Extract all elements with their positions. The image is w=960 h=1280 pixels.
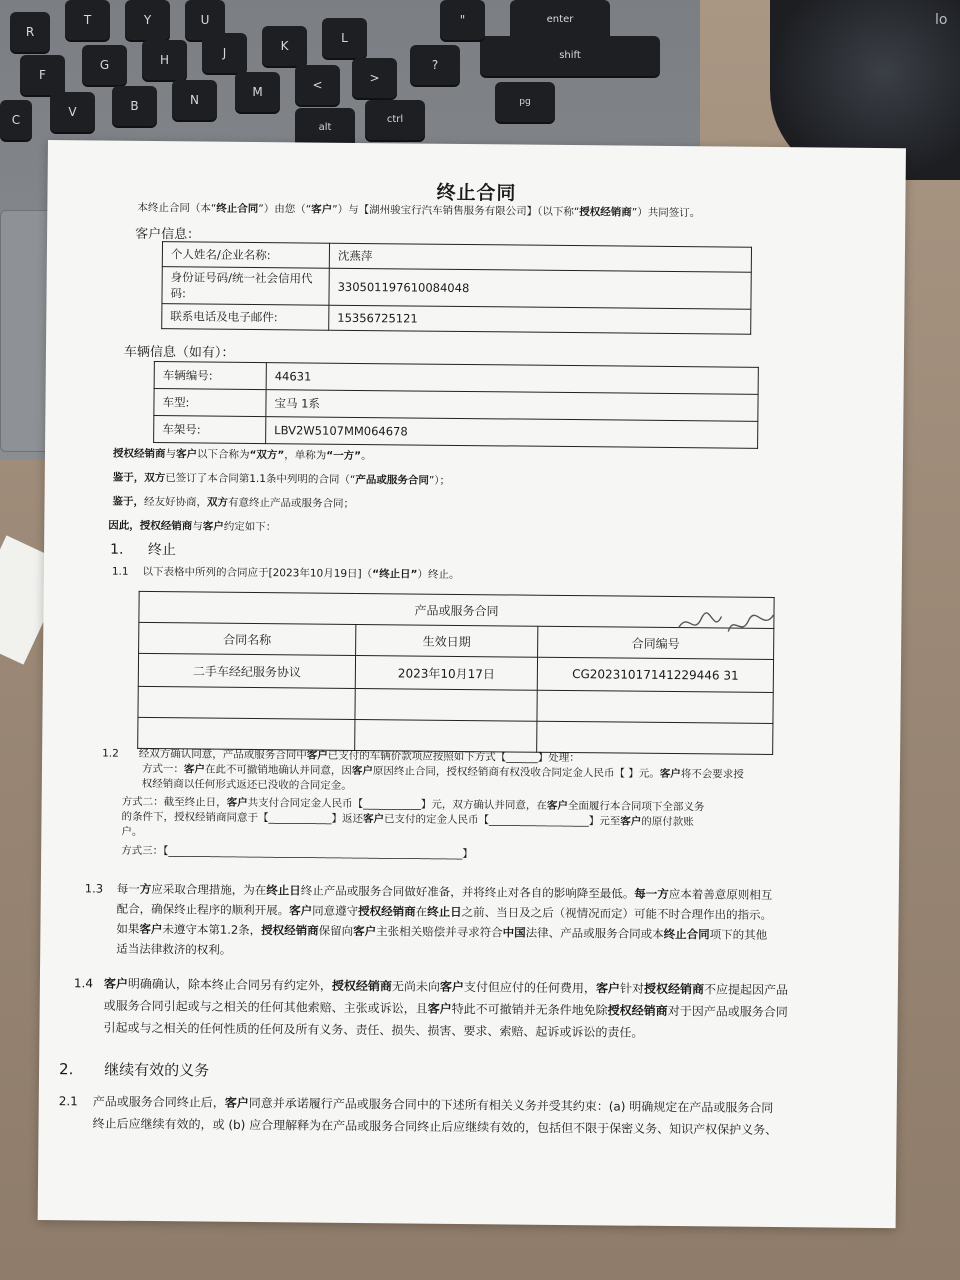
table-cell bbox=[138, 717, 355, 750]
vehicle-info-label: 车辆信息（如有）： bbox=[123, 344, 235, 361]
key-c: C bbox=[0, 100, 32, 140]
key-shift: shift bbox=[480, 36, 660, 76]
text: 同意遵守 bbox=[312, 903, 359, 919]
mouse-brand-logo: lo bbox=[935, 12, 948, 28]
key-u: U bbox=[185, 0, 225, 40]
key-f: F bbox=[20, 55, 65, 95]
clause-1-1 bbox=[112, 565, 852, 587]
key-r: R bbox=[10, 12, 50, 52]
customer-id-label: 身份证号码/统一社会信用代码: bbox=[162, 267, 329, 306]
bold-term: 客户 bbox=[175, 448, 198, 461]
bold-term: “双方” bbox=[249, 448, 285, 462]
bold-term: 因此，授权经销商 bbox=[108, 519, 193, 533]
bold-term: 客户 bbox=[139, 921, 163, 937]
table-row bbox=[154, 416, 758, 449]
column-header: 合同名称 bbox=[139, 622, 356, 655]
intro-text: ”）由您（“ bbox=[258, 203, 312, 216]
table-cell: 2023年10月17日 bbox=[355, 655, 537, 690]
text: 对于因产品或服务合同 bbox=[667, 1003, 788, 1020]
text: 与 bbox=[192, 520, 203, 533]
text: 在此不可撤销地确认并同意，因 bbox=[204, 763, 353, 777]
vin-value: LBV2W5107MM064678 bbox=[266, 417, 758, 449]
text: 经友好协商， bbox=[143, 495, 208, 509]
table-cell bbox=[537, 690, 773, 723]
bold-term: 鉴于，双方 bbox=[112, 471, 166, 485]
text: 终止后应继续有效的，或 (b) 应合理解释为在产品或服务合同终止后应继续有效的，包括但不限于保密义务、知识产权保护义务、 bbox=[92, 1116, 778, 1138]
text: 的原付款账 bbox=[641, 815, 694, 829]
bold-term: 客户 bbox=[351, 764, 374, 778]
customer-phone-label: 联系电话及电子邮件: bbox=[162, 304, 329, 331]
key-quote: " bbox=[440, 0, 485, 40]
clause-number: 2.1 bbox=[58, 1094, 78, 1109]
bold-term: 终止日 bbox=[266, 883, 301, 898]
text: 终止产品或服务合同做好准备，并将终止对各自的影响降至最低。 bbox=[300, 883, 635, 901]
document-title: 终止合同 bbox=[436, 181, 517, 205]
text: 应本着善意原则相互 bbox=[668, 886, 773, 902]
key-t: T bbox=[65, 0, 110, 40]
vehicle-info-table bbox=[153, 361, 759, 449]
intro-bold: 客户 bbox=[311, 203, 333, 216]
text: 权经销商以任何形式返还已没收的合同定金。 bbox=[141, 777, 352, 792]
intro-bold: 授权经销商 bbox=[579, 206, 632, 219]
text: 针对 bbox=[619, 981, 645, 996]
key-n: N bbox=[172, 80, 217, 120]
clause-2-1 bbox=[58, 1090, 858, 1142]
bold-term: 客户 bbox=[202, 520, 224, 533]
bold-term: 授权经销商 bbox=[643, 981, 705, 997]
text: ）终止。 bbox=[417, 568, 460, 581]
text: 共支付合同定金人民币【___________】元，双方确认并同意，在 bbox=[247, 796, 547, 812]
text: 产品或服务合同终止后， bbox=[92, 1094, 225, 1110]
section-2-heading bbox=[59, 1058, 209, 1080]
text: 户。 bbox=[121, 825, 143, 838]
bold-term: 客户 bbox=[103, 976, 128, 991]
method-3: 方式三：【________________________________________________________】 bbox=[121, 844, 473, 861]
text: 有意终止产品或服务合同； bbox=[227, 496, 355, 510]
text: 未遵守本第1.2条， bbox=[162, 922, 262, 938]
bold-term: 授权经销商 bbox=[112, 447, 166, 461]
text: 原因终止合同，授权经销商有权没收合同定金人民币【 】元。 bbox=[372, 765, 660, 780]
bold-term: 方 bbox=[139, 881, 152, 897]
bold-term: “终止日” bbox=[372, 568, 418, 581]
key-ctrl: ctrl bbox=[365, 100, 425, 140]
vehicle-number-value: 44631 bbox=[266, 363, 758, 395]
clause-number: 1.1 bbox=[111, 565, 129, 578]
key-k: K bbox=[262, 26, 307, 66]
text: 如果 bbox=[116, 921, 140, 936]
text: 已签订了本合同第1.1条中列明的合同（“ bbox=[165, 472, 356, 486]
customer-phone-value: 15356725121 bbox=[329, 305, 751, 334]
text: 以下表格中所列的合同应于[2023年10月19日]（ bbox=[142, 565, 373, 581]
bold-term: 客户 bbox=[306, 749, 328, 762]
table-row bbox=[162, 267, 751, 310]
bold-term: 客户 bbox=[224, 1095, 249, 1110]
text: 法律、产品或服务合同或本 bbox=[525, 925, 664, 941]
bold-term: 终止合同 bbox=[663, 926, 710, 942]
bold-term: 授权经销商 bbox=[261, 923, 319, 938]
method-2 bbox=[101, 795, 851, 847]
text: 以下合称为 bbox=[196, 448, 250, 461]
text: 特此不可撤销并无条件地免除 bbox=[451, 1001, 608, 1018]
customer-info-table bbox=[161, 241, 752, 335]
vehicle-model-value: 宝马 1系 bbox=[266, 390, 758, 422]
text: 全面履行本合同项下全部义务 bbox=[567, 800, 705, 814]
text: 保留向 bbox=[318, 923, 354, 938]
parties-definition bbox=[113, 447, 853, 469]
bold-term: “一方” bbox=[326, 449, 362, 463]
clause-number: 1.2 bbox=[102, 747, 119, 760]
handwritten-signature bbox=[673, 606, 783, 643]
clause-1-3 bbox=[84, 878, 845, 965]
customer-name-value: 沈燕萍 bbox=[329, 243, 751, 272]
text: 方式二：截至终止日， bbox=[121, 795, 227, 809]
whereas-2 bbox=[112, 495, 852, 517]
text: 适当法律救济的权利。 bbox=[116, 941, 232, 957]
text: 主张相关赔偿并寻求符合 bbox=[376, 924, 503, 940]
bold-term: 客户 bbox=[439, 979, 465, 995]
clause-number: 1.4 bbox=[73, 976, 94, 991]
text: 已支付的定金人民币【___________________】元至 bbox=[383, 813, 621, 828]
section-title: 终止 bbox=[147, 541, 176, 559]
table-cell bbox=[138, 686, 355, 719]
key-alt: alt bbox=[295, 108, 355, 148]
bold-term: 授权经销商 bbox=[607, 1003, 668, 1018]
key-less: < bbox=[295, 65, 340, 105]
text: 应采取合理措施，为在 bbox=[151, 882, 267, 898]
text: 明确确认，除本终止合同另有约定外， bbox=[127, 976, 332, 993]
bold-term: 双方 bbox=[206, 496, 229, 509]
column-header: 生效日期 bbox=[356, 624, 538, 657]
clause-1-4 bbox=[73, 972, 854, 1045]
bold-term: 产品或服务合同 bbox=[355, 473, 429, 487]
bold-term: 客户 bbox=[427, 1001, 452, 1016]
intro-text: 本终止合同（本“ bbox=[137, 201, 217, 215]
table-cell bbox=[355, 688, 537, 721]
customer-id-value: 330501197610084048 bbox=[329, 268, 751, 309]
text: 方式一： bbox=[141, 762, 185, 776]
text: 约定如下： bbox=[223, 520, 277, 534]
key-b: B bbox=[112, 86, 157, 126]
text: 每一 bbox=[116, 881, 140, 896]
laptop-keyboard bbox=[0, 0, 690, 150]
key-v: V bbox=[50, 92, 95, 132]
key-pg: pg bbox=[495, 82, 555, 122]
key-m: M bbox=[235, 72, 280, 112]
contract-document bbox=[38, 140, 906, 1228]
whereas-1 bbox=[113, 471, 853, 493]
bold-term: 客户 bbox=[595, 981, 621, 996]
table-row bbox=[162, 304, 751, 335]
key-enter: enter bbox=[510, 0, 610, 40]
vehicle-model-label: 车型: bbox=[154, 389, 266, 417]
clause-number: 1.3 bbox=[84, 881, 104, 896]
text: 支付但应付的任何费用， bbox=[463, 980, 597, 996]
key-greater: > bbox=[352, 58, 397, 98]
clause-1-2 bbox=[101, 747, 852, 866]
bold-term: 授权经销商 bbox=[358, 904, 416, 919]
text: ”）； bbox=[428, 474, 451, 487]
bold-term: 每一方 bbox=[634, 886, 669, 901]
intro-text: ”）与【湖州骏宝行汽车销售服务有限公司】（以下称“ bbox=[332, 203, 580, 219]
table-cell bbox=[355, 719, 537, 752]
text: 将不会要求授 bbox=[680, 768, 744, 781]
key-g: G bbox=[82, 45, 127, 85]
column-header: 合同编号 bbox=[538, 626, 774, 659]
bold-term: 客户 bbox=[620, 815, 642, 828]
section-number: 2. bbox=[58, 1060, 74, 1079]
bold-term: 客户 bbox=[183, 763, 206, 776]
key-j: J bbox=[202, 33, 247, 73]
bold-term: 授权经销商 bbox=[331, 978, 393, 994]
key-l: L bbox=[322, 18, 367, 58]
section-title: 继续有效的义务 bbox=[104, 1060, 210, 1080]
key-h: H bbox=[142, 40, 187, 80]
text: ，单称为 bbox=[284, 449, 327, 462]
text: 无尚未向 bbox=[391, 979, 441, 994]
table-cell: CG20231017141229446 31 bbox=[537, 657, 773, 692]
text: 或服务合同引起或与之相关的任何其他索赔、主张或诉讼，且 bbox=[103, 998, 428, 1016]
bold-term: 客户 bbox=[362, 813, 385, 826]
bold-term: 鉴于， bbox=[112, 495, 145, 508]
text: 配合，确保终止程序的顺利开展。 bbox=[116, 901, 290, 918]
bold-term: 中国 bbox=[502, 925, 526, 940]
text: 同意并承诺履行产品或服务合同中的下述所有相关义务并受其约束：(a) 明确规定在产品或服务合同 bbox=[248, 1095, 774, 1116]
text: 项下的其他 bbox=[709, 927, 768, 942]
text: 与 bbox=[165, 448, 177, 461]
bold-term: 终止日 bbox=[427, 904, 462, 920]
bold-term: 客户 bbox=[226, 796, 248, 809]
intro-text: ”）共同签订。 bbox=[631, 206, 701, 220]
key-y: Y bbox=[125, 0, 170, 40]
text: 的条件下，授权经销商同意于【____________】返还 bbox=[121, 810, 364, 826]
bold-term: 客户 bbox=[353, 923, 377, 939]
text: 已支付的车辆价款项应按照如下方式【______】处理： bbox=[327, 749, 580, 765]
text: 经双方确认同意，产品或服务合同中 bbox=[138, 747, 307, 762]
table-cell bbox=[537, 721, 773, 754]
table-cell: 二手车经纪服务协议 bbox=[138, 653, 355, 688]
customer-name-label: 个人姓名/企业名称: bbox=[162, 242, 329, 269]
section-1-heading bbox=[110, 539, 176, 560]
bold-term: 客户 bbox=[289, 903, 313, 918]
method-1 bbox=[102, 762, 852, 799]
table-caption: 产品或服务合同 bbox=[139, 591, 774, 628]
text: 不应提起因产品 bbox=[703, 982, 789, 998]
section-number: 1. bbox=[109, 541, 124, 558]
therefore-clause bbox=[108, 519, 848, 541]
customer-info-label: 客户信息： bbox=[135, 226, 201, 243]
bold-term: 客户 bbox=[546, 799, 568, 813]
text: 在 bbox=[415, 904, 428, 919]
text: 引起或与之相关的任何性质的任何及所有义务、责任、损失、损害、要求、索赔、起诉或诉讼的责任。 bbox=[103, 1020, 644, 1040]
vin-label: 车架号: bbox=[154, 416, 266, 444]
text: 之前、当日及之后（视情况而定）可能不时合理作出的指示。 bbox=[461, 905, 773, 922]
intro-bold: 终止合同 bbox=[216, 202, 259, 216]
bold-term: 客户 bbox=[659, 767, 681, 781]
text: 。 bbox=[361, 450, 372, 463]
key-question: ? bbox=[410, 45, 460, 85]
vehicle-number-label: 车辆编号: bbox=[154, 362, 266, 390]
